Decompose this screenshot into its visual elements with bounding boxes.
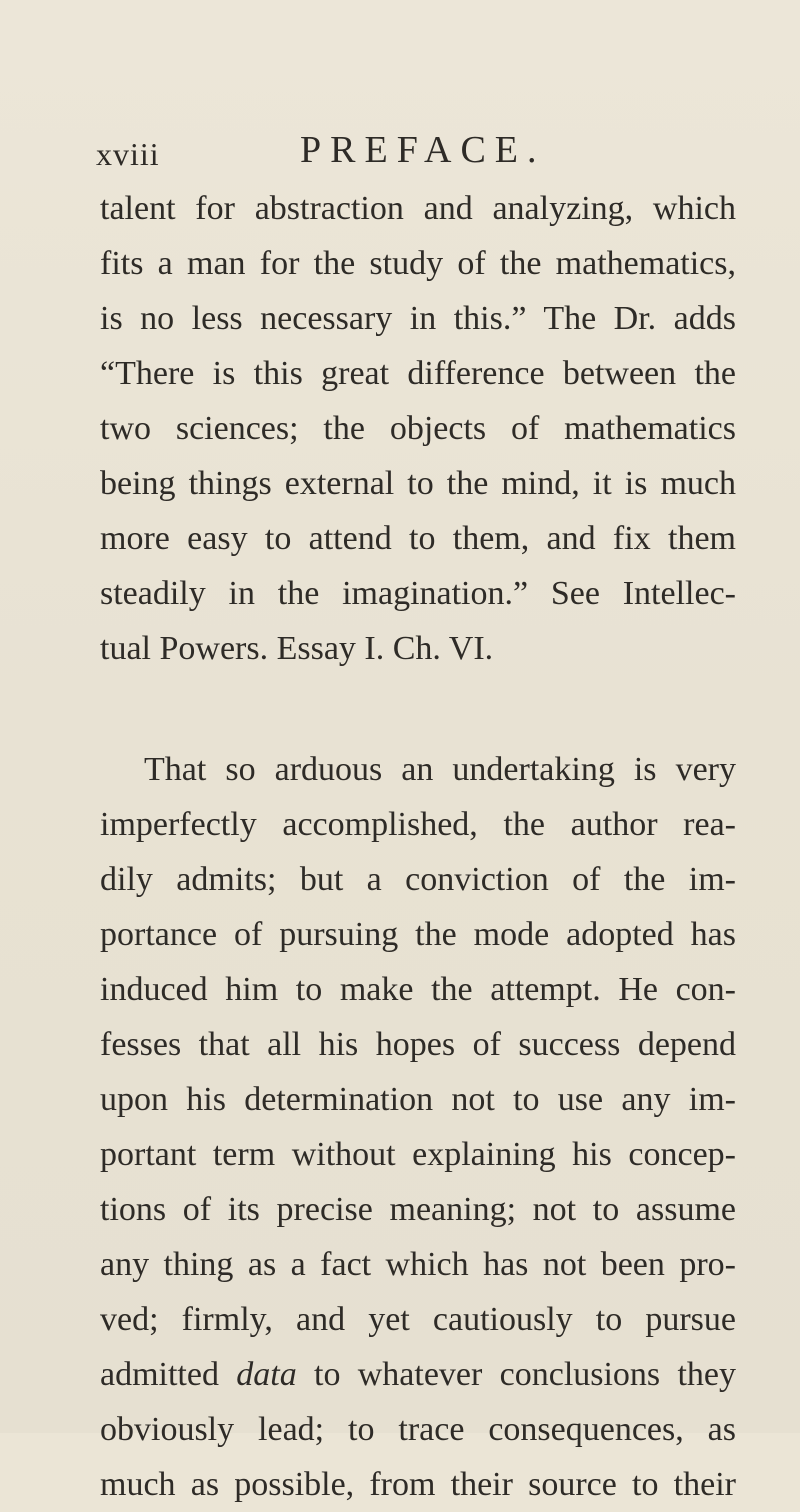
text-line: much as possible, from their source to their xyxy=(100,1466,736,1503)
italic-term: data xyxy=(236,1356,297,1393)
text-line: “There is this great difference between the xyxy=(100,355,736,392)
text-line: tions of its precise meaning; not to assume xyxy=(100,1191,736,1228)
text-fragment: admitted xyxy=(100,1356,237,1393)
text-line: tual Powers. Essay I. Ch. VI. xyxy=(100,630,494,667)
text-line: more easy to attend to them, and fix them xyxy=(100,520,736,557)
text-line: fits a man for the study of the mathematics, xyxy=(100,245,736,282)
running-title: PREFACE. xyxy=(300,129,546,171)
paragraph-1 xyxy=(100,181,736,676)
text-line-with-italic xyxy=(100,1347,736,1402)
text-fragment: to whatever conclusions they xyxy=(296,1356,736,1393)
text-line: portant term without explaining his concep- xyxy=(100,1136,736,1173)
text-line: portance of pursuing the mode adopted has xyxy=(100,916,736,953)
text-line: upon his determination not to use any im- xyxy=(100,1081,736,1118)
text-line: steadily in the imagination.” See Intellec- xyxy=(100,575,736,612)
text-line: That so arduous an undertaking is very xyxy=(144,751,736,788)
body-text xyxy=(100,181,736,1512)
text-line: fesses that all his hopes of success depend xyxy=(100,1026,736,1063)
text-line: imperfectly accomplished, the author rea- xyxy=(100,806,736,843)
text-line: induced him to make the attempt. He con- xyxy=(100,971,736,1008)
paragraph-spacer xyxy=(100,676,736,742)
text-line: is no less necessary in this.” The Dr. adds xyxy=(100,300,736,337)
page-header xyxy=(0,128,800,178)
text-line: talent for abstraction and analyzing, which xyxy=(100,190,736,227)
text-line: any thing as a fact which has not been pro- xyxy=(100,1246,736,1283)
text-line: dily admits; but a conviction of the im- xyxy=(100,861,736,898)
text-line: obviously lead; to trace consequences, as xyxy=(100,1411,736,1448)
page-number: xviii xyxy=(96,136,160,172)
text-line: ved; firmly, and yet cautiously to pursue xyxy=(100,1301,736,1338)
text-line: two sciences; the objects of mathematics xyxy=(100,410,736,447)
paragraph-2 xyxy=(100,742,736,1512)
text-line: being things external to the mind, it is much xyxy=(100,465,736,502)
